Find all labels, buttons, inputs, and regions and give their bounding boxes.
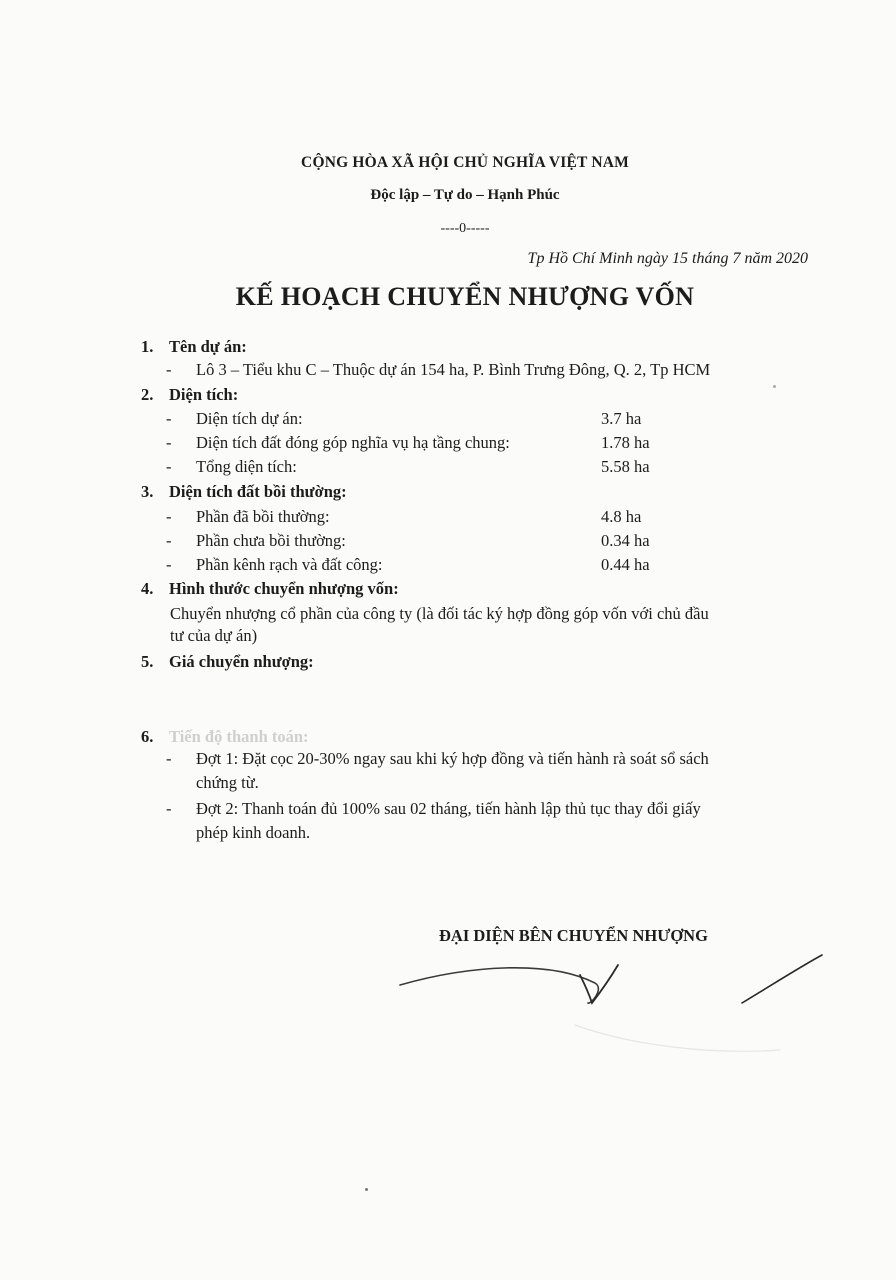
payment-stage — [166, 797, 826, 845]
section-number: 6. — [141, 727, 154, 746]
compensation-value: 0.34 ha — [601, 531, 650, 550]
dash-marker: - — [166, 433, 172, 452]
paper-speck — [773, 385, 776, 388]
dash-marker: - — [166, 555, 172, 574]
compensation-row — [166, 555, 650, 575]
compensation-value: 4.8 ha — [601, 507, 642, 526]
compensation-label: Phần kênh rạch và đất công: — [196, 555, 383, 574]
national-title: CỘNG HÒA XÃ HỘI CHỦ NGHĨA VIỆT NAM — [301, 154, 629, 171]
dash-marker: - — [166, 749, 172, 768]
section-label: Diện tích đất bồi thường: — [169, 482, 347, 501]
area-row — [166, 457, 650, 477]
section-number: 3. — [141, 482, 154, 501]
paper-speck — [365, 1188, 368, 1191]
separator: ----0----- — [440, 221, 490, 236]
area-label: Diện tích dự án: — [196, 409, 303, 428]
area-label: Diện tích đất đóng góp nghĩa vụ hạ tầng chung: — [196, 433, 510, 452]
section-label: Tiến độ thanh toán: — [169, 727, 309, 746]
motto: Độc lập – Tự do – Hạnh Phúc — [370, 187, 560, 203]
dash-marker: - — [166, 531, 172, 550]
section-2-heading — [141, 385, 238, 405]
section-label: Tên dự án: — [169, 337, 247, 356]
area-row — [166, 433, 650, 453]
area-value: 5.58 ha — [601, 457, 650, 476]
project-name: Lô 3 – Tiểu khu C – Thuộc dự án 154 ha, P. Bình Trưng Đông, Q. 2, Tp HCM — [196, 360, 711, 379]
area-label: Tổng diện tích: — [196, 457, 297, 476]
compensation-label: Phần chưa bồi thường: — [196, 531, 346, 550]
payment-stage-line: Đợt 2: Thanh toán đủ 100% sau 02 tháng, tiến hành lập thủ tục thay đổi giấy — [196, 799, 701, 818]
handwritten-signature — [380, 945, 840, 1095]
transfer-form-line: Chuyển nhượng cổ phần của công ty (là đối tác ký hợp đồng góp vốn với chủ đầu — [170, 604, 709, 623]
transfer-form-text — [170, 603, 830, 647]
payment-stage — [166, 747, 826, 795]
dash-marker: - — [166, 457, 172, 476]
section-label: Diện tích: — [169, 385, 239, 404]
section-number: 4. — [141, 579, 154, 598]
compensation-row — [166, 507, 642, 527]
section-1-heading — [141, 337, 247, 357]
dash-marker: - — [166, 360, 172, 379]
dash-marker: - — [166, 507, 172, 526]
section-number: 1. — [141, 337, 154, 356]
section-3-heading — [141, 482, 347, 502]
section-label: Hình thước chuyển nhượng vốn: — [169, 579, 399, 598]
dash-marker: - — [166, 409, 172, 428]
dash-marker: - — [166, 799, 172, 818]
compensation-label: Phần đã bồi thường: — [196, 507, 330, 526]
payment-stage-line: Đợt 1: Đặt cọc 20-30% ngay sau khi ký hợp đồng và tiến hành rà soát sổ sách — [196, 749, 709, 768]
section-number: 2. — [141, 385, 154, 404]
section-5-heading — [141, 652, 314, 672]
signature-title: ĐẠI DIỆN BÊN CHUYỂN NHƯỢNG — [439, 926, 708, 945]
area-value: 3.7 ha — [601, 409, 642, 428]
payment-stage-line: chứng từ. — [196, 773, 259, 792]
payment-stage-line: phép kinh doanh. — [196, 823, 311, 842]
place-date: Tp Hồ Chí Minh ngày 15 tháng 7 năm 2020 — [527, 250, 808, 267]
area-value: 1.78 ha — [601, 433, 650, 452]
project-name-row — [166, 360, 710, 380]
section-4-heading — [141, 579, 399, 599]
section-number: 5. — [141, 652, 154, 671]
compensation-row — [166, 531, 650, 551]
document-title: KẾ HOẠCH CHUYỂN NHƯỢNG VỐN — [235, 282, 695, 311]
transfer-form-line: tư của dự án) — [170, 626, 258, 645]
section-6-heading — [141, 727, 309, 747]
area-row — [166, 409, 642, 429]
section-label: Giá chuyển nhượng: — [169, 652, 314, 671]
compensation-value: 0.44 ha — [601, 555, 650, 574]
